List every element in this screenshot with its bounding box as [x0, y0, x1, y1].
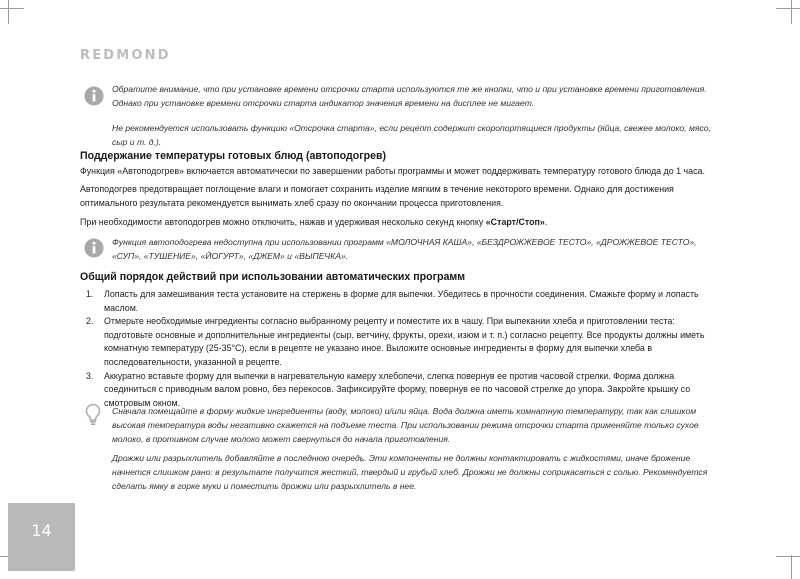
crop-mark [776, 556, 800, 557]
list-number: 1. [86, 289, 94, 299]
lightbulb-icon [84, 403, 102, 432]
crop-mark [0, 8, 24, 9]
note-text: Не рекомендуется использовать функцию «Отсрочка старта», если рецепт содержит скоропортящиеся продукты (яйца, свежее молоко, мясо, сыр и т. д.). [112, 123, 711, 147]
tip-note [112, 404, 724, 493]
crop-mark [791, 0, 792, 24]
list-number: 3. [86, 370, 94, 381]
brand-logo: REDMOND [80, 48, 171, 63]
list-text: Лопасть для замешивания теста установите на стержень в форме для выпечки. Убедитесь в прочности соединения. Смажьте форму и лопасть маслом. [104, 289, 699, 313]
list-number: 2. [86, 316, 94, 327]
list-text: Отмерьте необходимые ингредиенты согласно выбранному рецепту и поместите их в чашу. При выпекании хлеба и приготовлении теста: подготовьте основные и дополнительные ингредиенты (сыр, ветчину, фрукты, орехи, изюм и т. п.) согласно рецепту. Все продукты должны иметь комнатную температуру (25-35°С), если в рецепте не указано иное. Выложите основные ингредиенты в форму для выпечки хлеба в последовательности, указанной в рецепте. [104, 316, 705, 367]
section-heading: Поддержание температуры готовых блюд (автоподогрев) [80, 150, 387, 162]
info-icon [84, 238, 104, 263]
steps-list [80, 288, 725, 410]
page-number: 14 [31, 521, 52, 540]
start-delay-note [112, 82, 724, 149]
autoheat-section [80, 164, 725, 229]
paragraph: Функция «Автоподогрев» включается автоматически по завершении работы программы и может поддерживать температуру готового блюда до 1 часа. [80, 166, 705, 176]
crop-mark [776, 8, 800, 9]
paragraph-text: При необходимости автоподогрев можно отключить, нажав и удерживая несколько секунд кнопку [80, 216, 486, 227]
note-text: Дрожжи или разрыхлитель добавляйте в последнюю очередь. Эти компоненты не должны контактировать с жидкостями, иначе брожение начнется слишком рано: в результате получится жесткий, твердый и грубый хлеб. Дрожжи не должны соприкасаться с солью. Рекомендуется сделать ямку в горке муки и поместить дрожжи или разрыхлитель в нее. [112, 453, 708, 491]
crop-mark [791, 555, 792, 579]
note-text: Сначала помещайте в форму жидкие ингредиенты (воду, молоко) и/или яйца. Вода должна иметь комнатную температуру, так как слишком высокая температура воды негативно скажется на подъеме теста. При использовании режима отсрочки старта применяйте только сухое молоко, в противном случае молоко может свернуться до начала приготовления. [112, 406, 699, 444]
list-item [80, 288, 725, 315]
page-number-box [8, 503, 75, 571]
autoheat-note: Функция автоподогрева недоступна при использовании программ «МОЛОЧНАЯ КАША», «БЕЗДРОЖЖЕВОЕ ТЕСТО», «ДРОЖЖЕВОЕ ТЕСТО», «СУП», «ТУШЕНИЕ», «ЙОГУРТ», «ДЖЕМ» и «ВЫПЕЧКА». [112, 237, 697, 261]
info-icon [84, 86, 104, 111]
paragraph: Автоподогрев предотвращает поглощение влаги и помогает сохранить изделие мягким в течение некоторого времени. Однако для достижения оптимального результата рекомендуется вынимать хлеб сразу по окончании процесса приготовления. [80, 184, 674, 209]
start-stop-button-name: «Старт/Стоп» [485, 216, 545, 227]
paragraph-text: . [544, 216, 548, 227]
section-heading: Общий порядок действий при использовании автоматических программ [80, 271, 466, 283]
list-text: Аккуратно вставьте форму для выпечки в нагревательную камеру хлебопечи, слегка повернув ее против часовой стрелки. Форма должна соединиться с приводным валом ровно, без перекосов. Зафиксируйте форму, повернув ее по часовой стрелке до упора. Закройте крышку со смотровым окном. [104, 370, 691, 408]
paragraph [80, 215, 725, 229]
crop-mark [8, 0, 9, 24]
note-text: Обратите внимание, что при установке времени отсрочки старта используются те же кнопки, что и при установке времени приготовления. Однако при установке времени отсрочки старта индикатор значения времени на дисплее не мигает. [112, 84, 707, 108]
list-item [80, 315, 725, 369]
